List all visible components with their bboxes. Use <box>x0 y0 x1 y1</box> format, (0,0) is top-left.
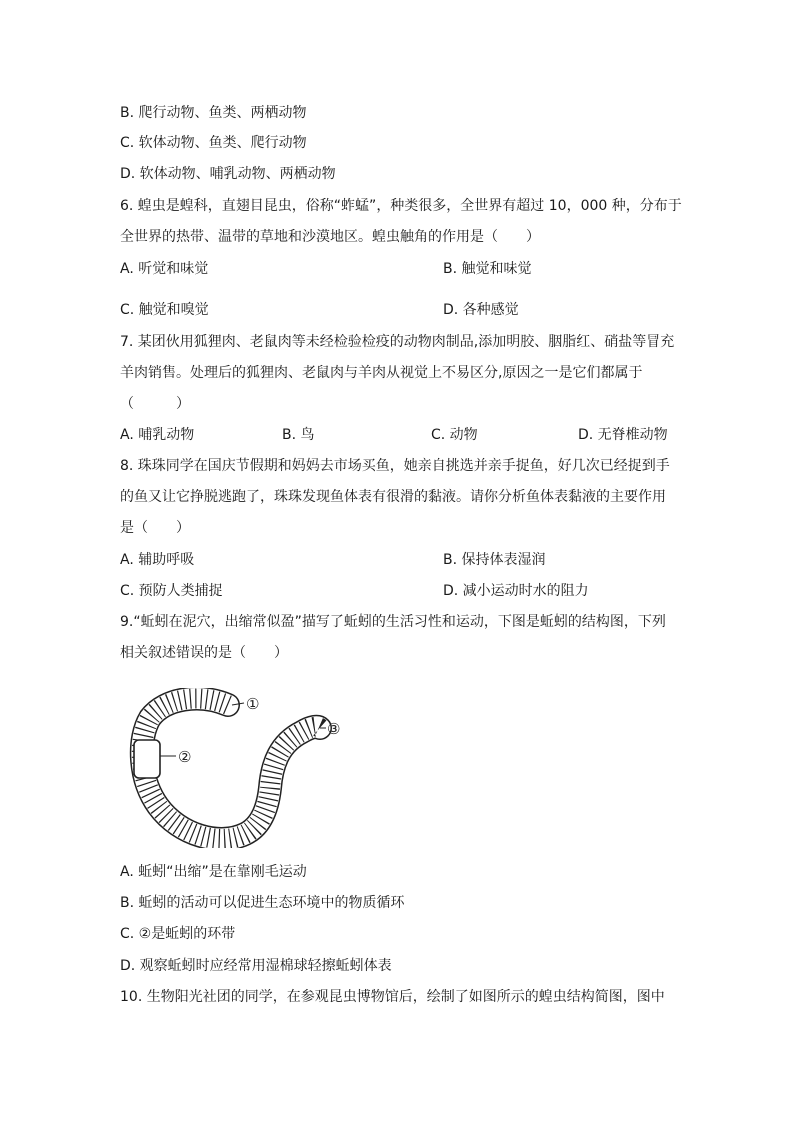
q6-option-a: A. 听觉和味觉 <box>120 261 209 277</box>
earthworm-clitellum <box>134 740 160 778</box>
q6-stem-line1: 6. 蝗虫是蝗科，直翅目昆虫，俗称“蚱蜢”，种类很多，全世界有超过 10，000 种，分布于 <box>120 198 682 214</box>
q7-option-c: C. 动物 <box>431 427 478 443</box>
q9-option-c: C. ②是蚯蚓的环带 <box>120 926 236 942</box>
q10-stem-line1: 10. 生物阳光社团的同学，在参观昆虫博物馆后，绘制了如图所示的蝗虫结构简图，图中 <box>120 989 665 1005</box>
q6-option-c: C. 触觉和嗅觉 <box>120 302 209 318</box>
q7-option-a: A. 哺乳动物 <box>120 427 195 443</box>
q5-option-c: C. 软体动物、鱼类、爬行动物 <box>120 135 307 151</box>
q9-stem-line2: 相关叙述错误的是（ ） <box>120 645 288 661</box>
q7-stem-line2: 羊肉销售。处理后的狐狸肉、老鼠肉与羊肉从视觉上不易区分,原因之一是它们都属于 <box>120 365 643 381</box>
q9-stem-line1: 9.“蚯蚓在泥穴，出缩常似盈”描写了蚯蚓的生活习性和运动，下图是蚯蚓的结构图，下列 <box>120 614 666 630</box>
q8-option-d: D. 减小运动时水的阻力 <box>443 583 589 599</box>
label-3: ③ <box>327 720 341 738</box>
q8-option-b: B. 保持体表湿润 <box>443 552 546 568</box>
label-2: ② <box>178 748 192 766</box>
q5-option-b: B. 爬行动物、鱼类、两栖动物 <box>120 105 307 121</box>
q8-option-a: A. 辅助呼吸 <box>120 552 195 568</box>
q6-option-b: B. 触觉和味觉 <box>443 261 532 277</box>
q9-option-d: D. 观察蚯蚓时应经常用湿棉球轻擦蚯蚓体表 <box>120 958 392 974</box>
label-1: ① <box>246 695 260 713</box>
q8-stem-line3: 是（ ） <box>120 520 190 536</box>
q9-option-b: B. 蚯蚓的活动可以促进生态环境中的物质循环 <box>120 895 405 911</box>
q6-stem-line2: 全世界的热带、温带的草地和沙漠地区。蝗虫触角的作用是（ ） <box>120 229 540 245</box>
q7-stem-line1: 7. 某团伙用狐狸肉、老鼠肉等未经检验检疫的动物肉制品,添加明胶、胭脂红、硝盐等冒充 <box>120 334 675 350</box>
q9-option-a: A. 蚯蚓“出缩”是在靠刚毛运动 <box>120 864 307 880</box>
q7-stem-line3: （ ） <box>120 396 190 412</box>
q5-option-d: D. 软体动物、哺乳动物、两栖动物 <box>120 166 336 182</box>
q8-stem-line1: 8. 珠珠同学在国庆节假期和妈妈去市场买鱼，她亲自挑选并亲手捉鱼，好几次已经捉到手 <box>120 458 670 474</box>
earthworm-diagram <box>120 688 360 848</box>
earthworm-body-fill <box>142 699 320 839</box>
q6-option-d: D. 各种感觉 <box>443 302 519 318</box>
q7-option-d: D. 无脊椎动物 <box>578 427 668 443</box>
q8-stem-line2: 的鱼又让它挣脱逃跑了，珠珠发现鱼体表有很滑的黏液。请你分析鱼体表黏液的主要作用 <box>120 489 666 505</box>
q7-option-b: B. 鸟 <box>282 427 315 443</box>
q8-option-c: C. 预防人类捕捉 <box>120 583 223 599</box>
